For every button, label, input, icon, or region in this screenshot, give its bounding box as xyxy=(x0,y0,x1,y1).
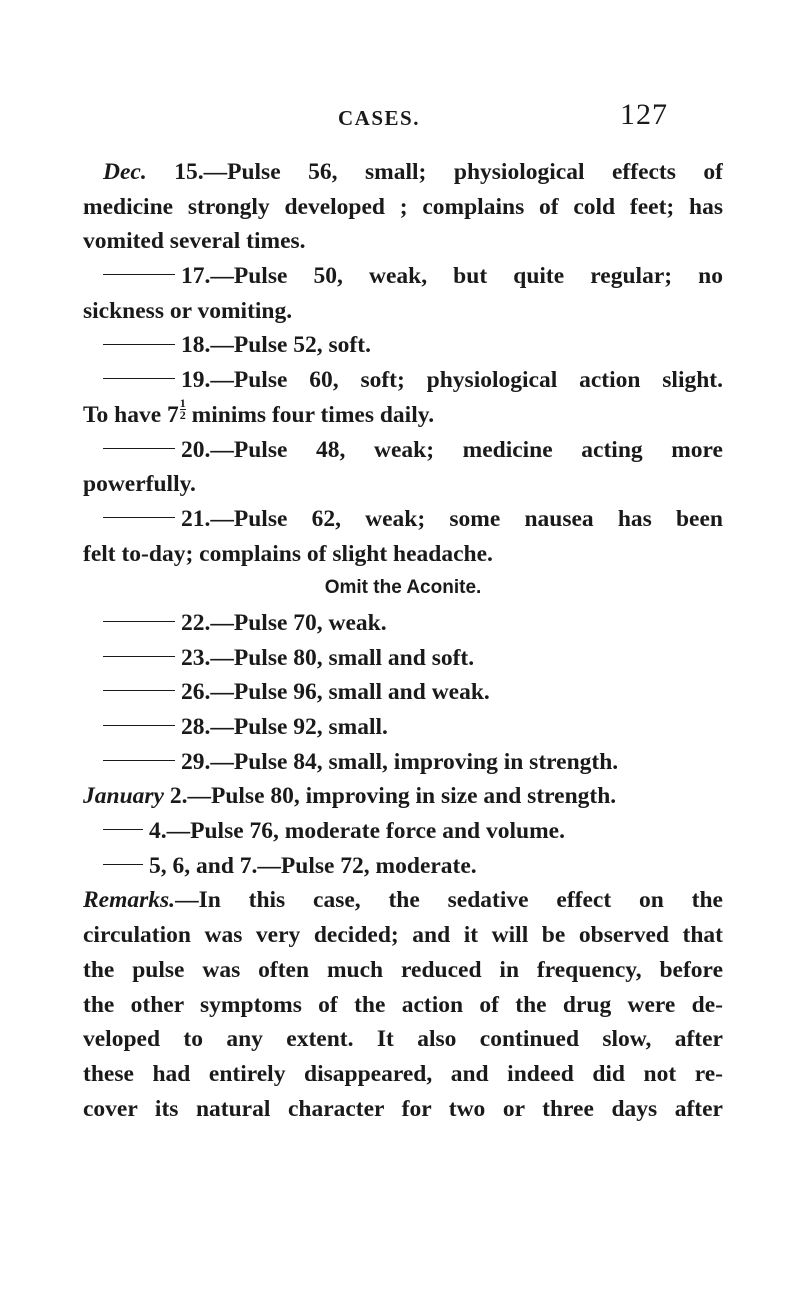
body-text xyxy=(83,155,723,1126)
remarks-line-1 xyxy=(83,883,723,918)
entry-text: 5, 6, and 7.—Pulse 72, moderate. xyxy=(149,852,477,879)
remarks-line-2: circulation was very decided; and it will be observed that xyxy=(83,922,723,949)
entry-jan-5-line-1 xyxy=(83,849,723,884)
ditto-dash xyxy=(103,725,175,726)
entry-dec-15-line-3: vomited several times. xyxy=(83,228,306,255)
entry-28-line-1 xyxy=(83,710,723,745)
entry-text: 17.—Pulse 50, weak, but quite regular; no xyxy=(181,263,723,290)
entry-text: 21.—Pulse 62, weak; some nausea has been xyxy=(181,505,723,532)
entry-text: 4.—Pulse 76, moderate force and volume. xyxy=(149,818,565,845)
omit-instruction: Omit the Aconite. xyxy=(324,577,482,599)
entry-jan-4-line-1 xyxy=(83,814,723,849)
remarks-line-6: these had entirely disappeared, and indeed did not re- xyxy=(83,1060,723,1087)
entry-text: 29.—Pulse 84, small, improving in strength. xyxy=(181,748,619,775)
entry-text: 2.—Pulse 80, improving in size and strength. xyxy=(163,783,617,810)
remarks-label: Remarks. xyxy=(83,887,176,914)
entry-29-line-1 xyxy=(83,745,723,780)
remarks-line-5: veloped to any extent. It also continued slow, after xyxy=(83,1026,723,1053)
dose-text-rest: minims four times daily. xyxy=(185,401,435,428)
ditto-dash xyxy=(103,656,175,657)
entry-dec-15-line-2: medicine strongly developed ; complains of cold feet; has xyxy=(83,193,723,220)
entry-text: 23.—Pulse 80, small and soft. xyxy=(181,644,475,671)
remarks-line-4: the other symptoms of the action of the drug were de- xyxy=(83,991,723,1018)
ditto-dash xyxy=(103,621,175,622)
entry-text: 22.—Pulse 70, weak. xyxy=(181,609,387,636)
remarks-line-3: the pulse was often much reduced in frequency, before xyxy=(83,956,723,983)
entry-19-line-1 xyxy=(83,363,723,398)
ditto-dash xyxy=(103,517,175,518)
running-head: CASES. xyxy=(338,106,420,130)
entry-17-line-1 xyxy=(83,259,723,294)
entry-text: 18.—Pulse 52, soft. xyxy=(181,332,371,359)
entry-20-line-1 xyxy=(83,433,723,468)
ditto-dash xyxy=(103,344,175,345)
page-number: 127 xyxy=(620,98,668,131)
entry-dec-15-line-1 xyxy=(83,155,723,190)
ditto-dash xyxy=(103,760,175,761)
fraction-denominator: 2 xyxy=(179,407,186,422)
entry-text: 20.—Pulse 48, weak; medicine acting more xyxy=(181,436,723,463)
entry-21-line-1 xyxy=(83,502,723,537)
entry-23-line-1 xyxy=(83,641,723,676)
ditto-dash xyxy=(103,829,143,830)
entry-text: 19.—Pulse 60, soft; physiological action slight. xyxy=(181,367,723,394)
entry-date: Dec. xyxy=(103,159,147,185)
remarks-line-7: cover its natural character for two or three days after xyxy=(83,1095,723,1122)
entry-jan-2-line-1 xyxy=(83,779,723,814)
entry-26-line-1 xyxy=(83,675,723,710)
remarks-text: —In this case, the sedative effect on the xyxy=(175,887,723,914)
entry-text: 15.—Pulse 56, small; physiological effects of xyxy=(146,159,723,185)
entry-month: January xyxy=(83,783,164,810)
ditto-dash xyxy=(103,274,175,275)
fraction-numerator: 1 xyxy=(179,395,186,410)
ditto-dash xyxy=(103,448,175,449)
entry-18-line-1 xyxy=(83,328,723,363)
dose-text: To have 7 xyxy=(83,401,179,428)
entry-17-line-2: sickness or vomiting. xyxy=(83,297,293,324)
entry-20-line-2: powerfully. xyxy=(83,471,196,498)
page-header xyxy=(0,98,800,138)
entry-text: 28.—Pulse 92, small. xyxy=(181,714,388,740)
entry-21-line-2: felt to-day; complains of slight headache. xyxy=(83,540,493,567)
ditto-dash xyxy=(103,690,175,691)
entry-22-line-1 xyxy=(83,606,723,641)
entry-19-line-2 xyxy=(83,395,723,433)
entry-text: 26.—Pulse 96, small and weak. xyxy=(181,679,490,706)
ditto-dash xyxy=(103,864,143,865)
ditto-dash xyxy=(103,378,175,379)
